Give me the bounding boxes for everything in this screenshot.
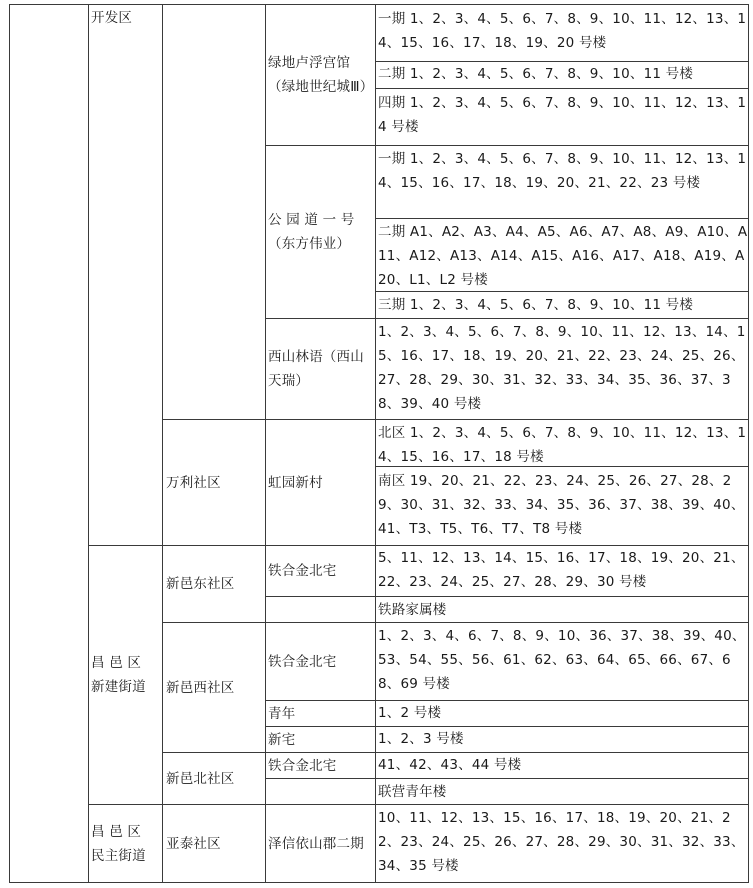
community-xinyi-west: 新邑西社区 bbox=[166, 679, 235, 696]
ludi-phase2: 二期 1、2、3、4、5、6、7、8、9、10、11 号楼 bbox=[378, 66, 694, 82]
community-yatai: 亚泰社区 bbox=[166, 835, 221, 852]
xinzhai-buildings: 1、2、3 号楼 bbox=[378, 731, 464, 747]
estate-hongyuan: 虹园新村 bbox=[268, 474, 323, 491]
estate-qingnian: 青年 bbox=[268, 705, 296, 722]
gongyuan-phase2: 二期 A1、A2、A3、A4、A5、A6、A7、A8、A9、A10、A11、A12、A13、A14、A15、A16、A17、A18、A19、A20、L1、L2 号楼 bbox=[378, 224, 748, 288]
col-divider-1 bbox=[88, 4, 89, 883]
zexin-buildings: 10、11、12、13、15、16、17、18、19、20、21、22、23、24、25、26、27、28、29、30、31、32、33、34、35 号楼 bbox=[378, 810, 745, 874]
railway-family: 铁路家属楼 bbox=[378, 602, 447, 618]
ludi-phase4: 四期 1、2、3、4、5、6、7、8、9、10、11、12、13、14 号楼 bbox=[378, 95, 747, 135]
district-changyi-xinjian: 昌 邑 区 新建街道 bbox=[91, 655, 146, 695]
community-xinyi-north: 新邑北社区 bbox=[166, 770, 235, 787]
gongyuan-phase3: 三期 1、2、3、4、5、6、7、8、9、10、11 号楼 bbox=[378, 297, 694, 313]
community-xinyi-east: 新邑东社区 bbox=[166, 576, 235, 592]
row-divider-phase-3 bbox=[375, 218, 749, 219]
tiehe-east-buildings: 5、11、12、13、14、15、16、17、18、19、20、21、22、23、24、25、27、28、29、30 号楼 bbox=[378, 550, 745, 590]
estate-xinzhai: 新宅 bbox=[268, 731, 296, 748]
estate-tiehe-west: 铁合金北宅 bbox=[268, 653, 337, 670]
row-divider-estate-6 bbox=[265, 778, 749, 779]
table-border-top bbox=[9, 4, 749, 5]
xishan-buildings: 1、2、3、4、5、6、7、8、9、10、11、12、13、14、15、16、17、18、19、20、21、22、23、24、25、26、27、28、29、30、31、32、33、34、35、36、37、38、39、40 号楼 bbox=[378, 324, 746, 412]
ludi-phase1: 一期 1、2、3、4、5、6、7、8、9、10、11、12、13、14、15、16、17、18、19、20 号楼 bbox=[378, 11, 747, 51]
estate-tiehe-north: 铁合金北宅 bbox=[268, 757, 337, 774]
gongyuan-phase1: 一期 1、2、3、4、5、6、7、8、9、10、11、12、13、14、15、16、17、18、19、20、21、22、23 号楼 bbox=[378, 151, 747, 191]
district-changyi-minzhu: 昌 邑 区 民主街道 bbox=[91, 823, 146, 864]
table-border-bottom bbox=[9, 882, 749, 883]
hongyuan-south: 南区 19、20、21、22、23、24、25、26、27、28、29、30、31、32、33、34、35、36、37、38、39、40、41、T3、T5、T6、T7、T8 号楼 bbox=[378, 473, 745, 537]
row-divider-phase-2 bbox=[375, 88, 749, 89]
estate-ludi: 绿地卢浮宫馆（绿地世纪城Ⅲ） bbox=[268, 55, 374, 95]
tiehe-north-buildings: 41、42、43、44 号楼 bbox=[378, 757, 522, 773]
qingnian-buildings: 1、2 号楼 bbox=[378, 705, 442, 721]
hongyuan-north: 北区 1、2、3、4、5、6、7、8、9、10、11、12、13、14、15、16、17、18 号楼 bbox=[378, 425, 747, 465]
district-kaifa: 开发区 bbox=[91, 10, 133, 26]
estate-xishan: 西山林语（西山天瑞） bbox=[268, 349, 364, 389]
estate-tiehe-east: 铁合金北宅 bbox=[268, 563, 337, 579]
community-wanli: 万利社区 bbox=[166, 474, 221, 491]
tiehe-west-buildings: 1、2、3、4、6、7、8、9、10、36、37、38、39、40、53、54、55、56、61、62、63、64、65、66、67、68、69 号楼 bbox=[378, 628, 746, 692]
lianying-youth: 联营青年楼 bbox=[378, 784, 447, 800]
row-divider-estate-3 bbox=[265, 596, 749, 597]
estate-zexin: 泽信依山郡二期 bbox=[268, 835, 364, 852]
table-border-left bbox=[9, 4, 10, 883]
estate-gongyuan: 公 园 道 一 号（东方伟业） bbox=[268, 212, 355, 252]
